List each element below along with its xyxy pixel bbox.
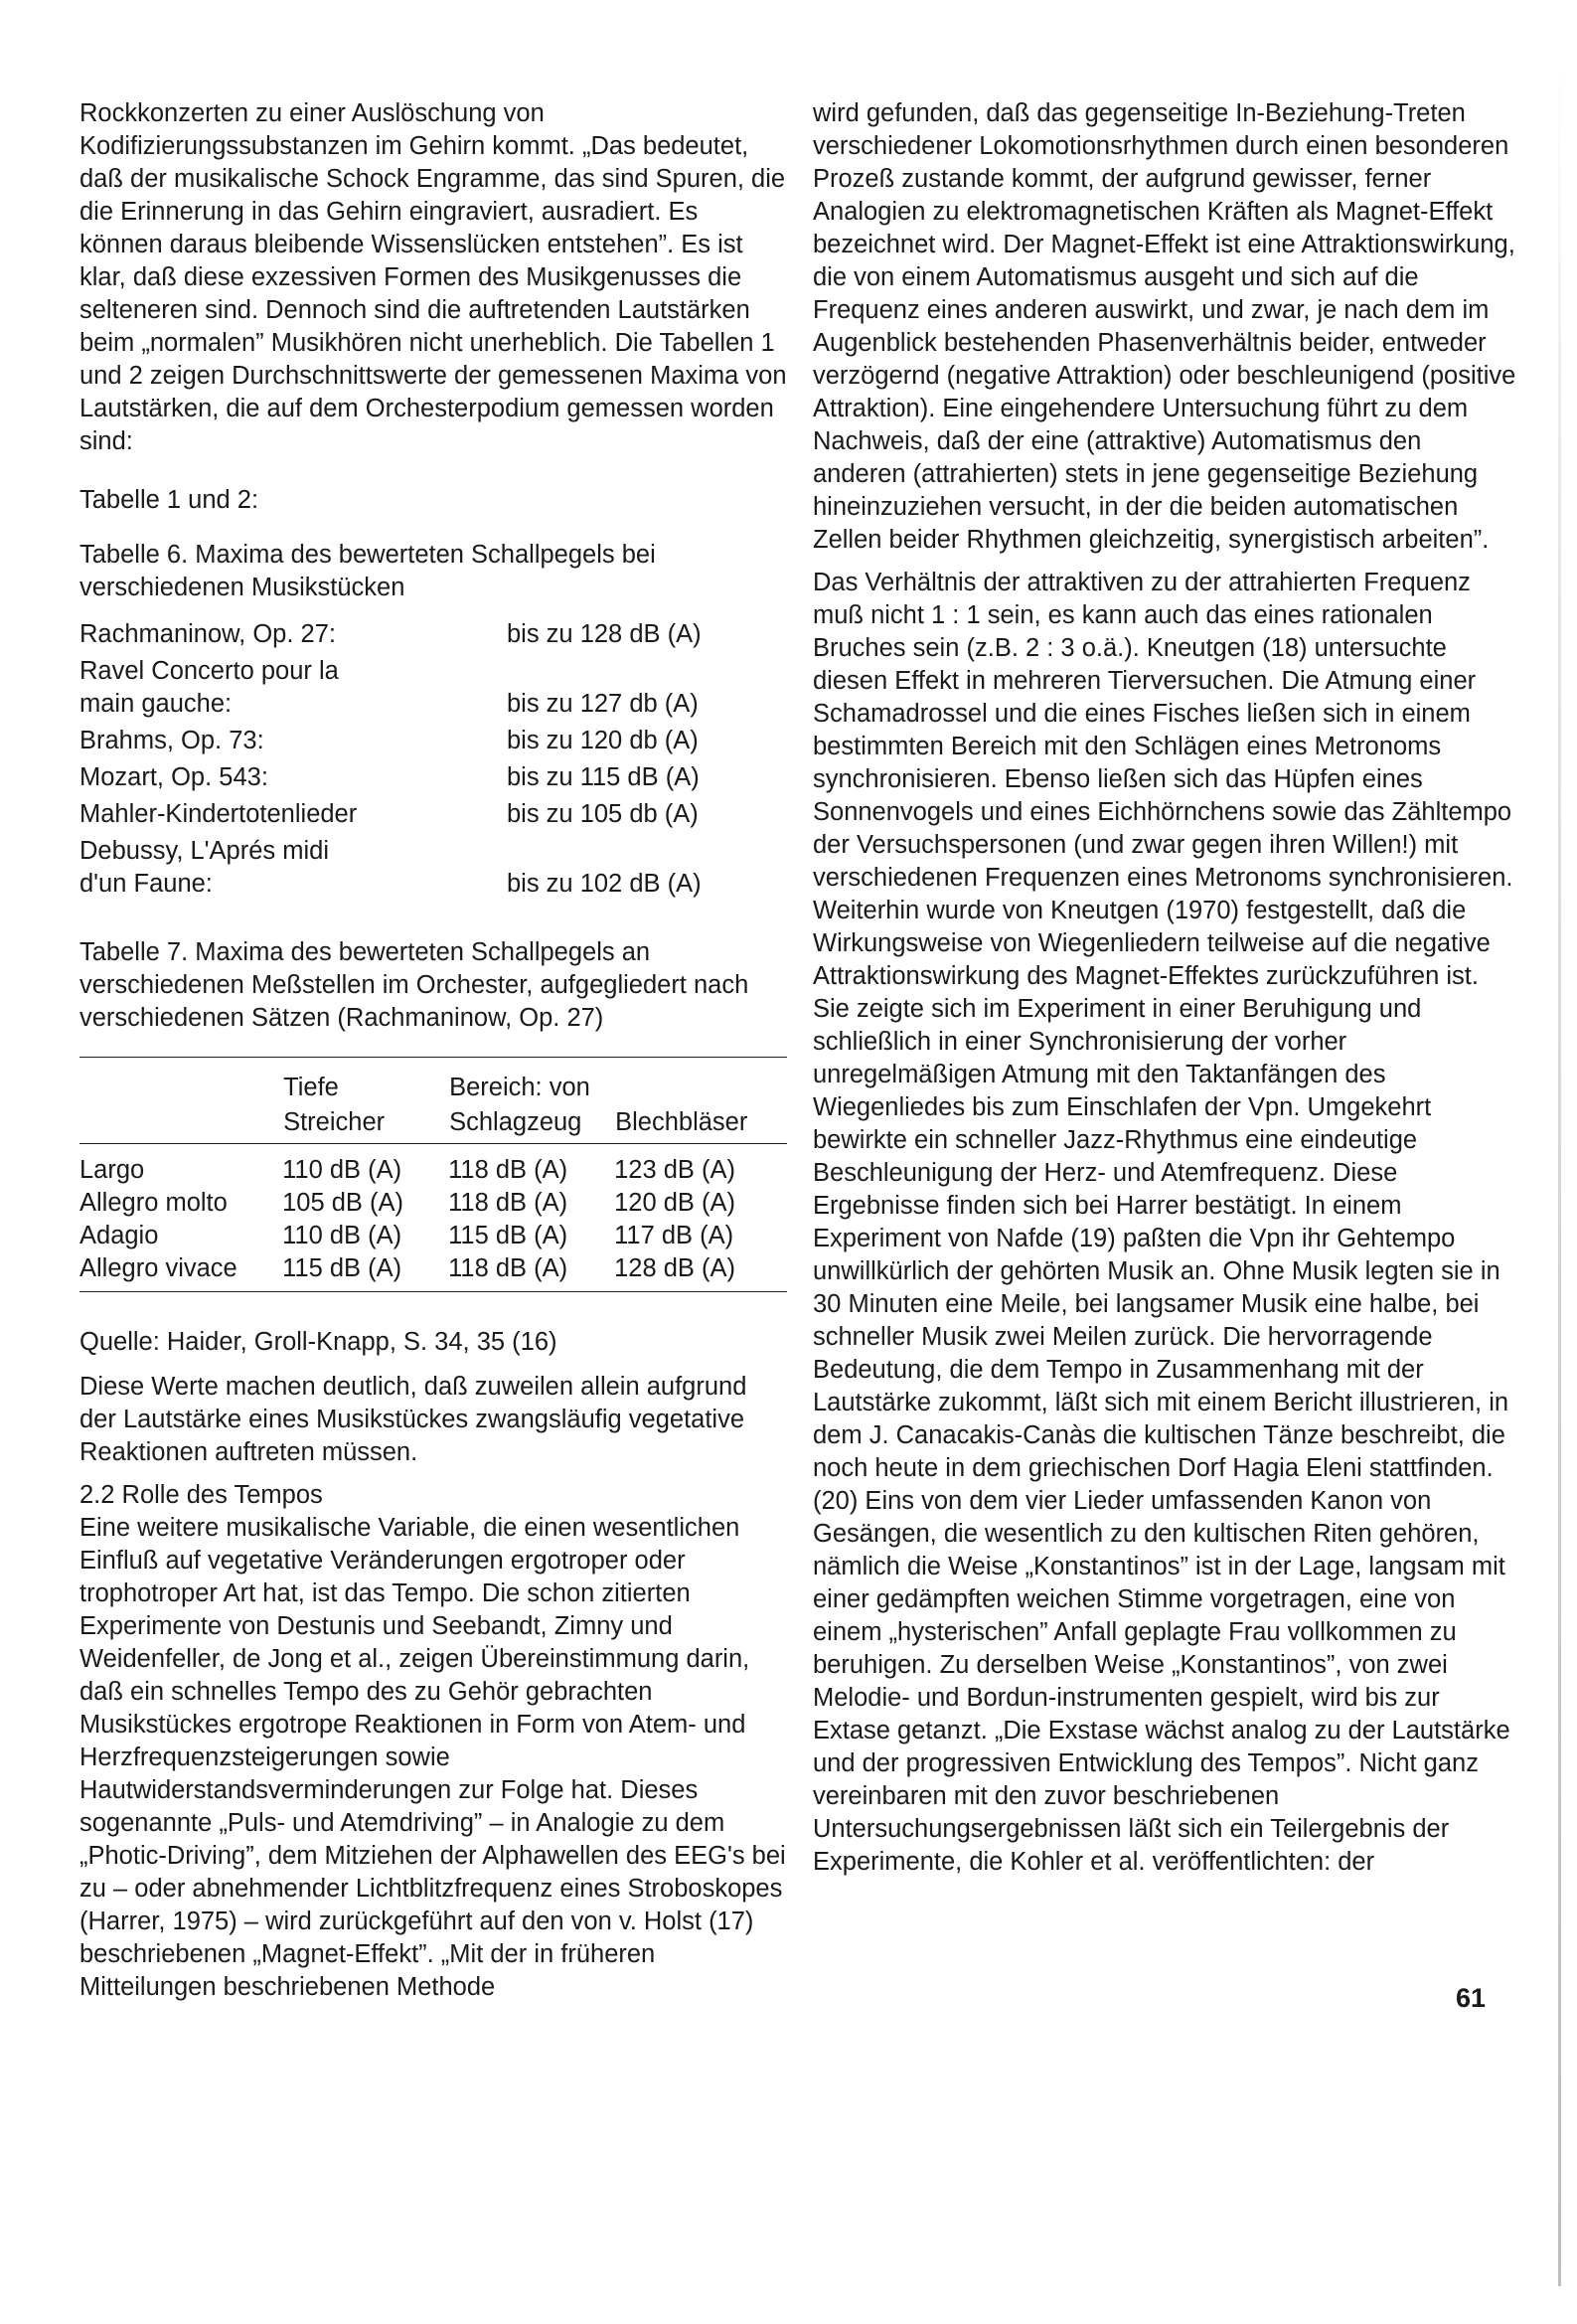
- page-number: 61: [1456, 1983, 1487, 2013]
- table6-value: bis zu 105 db (A): [507, 800, 699, 828]
- table-row: Allegro vivace 115 dB (A) 118 dB (A) 128 dB (A): [79, 1252, 787, 1292]
- table6-piece: Mozart, Op. 543:: [79, 763, 268, 791]
- table-row: Allegro molto 105 dB (A) 118 dB (A) 120 dB (A): [79, 1189, 735, 1217]
- tables-label: Tabelle 1 und 2:: [79, 486, 259, 514]
- table7-header: Schlagzeug: [448, 1105, 614, 1144]
- paragraph: Das Verhältnis der attraktiven zu der attrahierten Frequenz muß nicht 1 : 1 sein, es kann auch das eines rationalen Bruches sein (z.B. 2 : 3 o.ä.). Kneutgen (18) untersuchte diesen Effekt in mehreren Tierversuchen. Die Atmung einer Schamadrossel und die eines Fisches ließen sich in einem bestimmten Bereich mit den Schlägen eines Metronoms synchronisieren. Ebenso ließen sich das Hüpfen eines Sonnenvogels und eines Eichhörnchens sowie das Zähltempo der Versuchspersonen (und zwar gegen ihren Willen!) mit verschiedenen Frequenzen eines Metronoms synchronisieren. Weiterhin wurde von Kneutgen (1970) festgestellt, daß die Wirkungsweise von Wiegenliedern teilweise auf die negative Attraktionswirkung des Magnet-Effektes zurückzuführen ist. Sie zeigte sich im Experiment in einer Beruhigung und schließlich in einer Synchronisierung der vorher unregelmäßigen Atmung mit den Taktanfängen des Wiegenliedes bis zum Einschlafen der Vpn. Umgekehrt bewirkte ein schneller Jazz-Rhythmus eine eindeutige Beschleunigung der Herz- und Atemfrequenz. Diese Ergebnisse finden sich bei Harrer bestätigt. In einem Experiment von Nafde (19) paßten die Vpn ihr Gehtempo unwillkürlich der gehörten Musik an. Ohne Musik legten sie in 30 Minuten eine Meile, bei langsamer Musik eine halbe, bei schneller Musik zwei Meilen zurück. Die hervorragende Bedeutung, die dem Tempo in Zusammenhang mit der Lautstärke zukommt, läßt sich mit einem Bericht illustrieren, in dem J. Canacakis-Canàs die kultischen Tänze beschreibt, die noch heute in dem griechischen Dorf Hagia Eleni stattfinden.(20) Eins von dem vier Lieder umfassenden Kanon von Gesängen, die wesentlich zu den kultischen Riten gehören, nämlich die Weise „Konstantinos” ist in der Lage, langsam mit einer gedämpften weichen Stimme vorgetragen, eine von einem „hysterischen” Anfall geplagte Frau vollkommen zu beruhigen. Zu derselben Weise „Konstantinos”, von zwei Melodie- und Bordun-instrumenten gespielt, wird bis zur Extase getanzt. „Die Exstase wächst analog zu der Lautstärke und der progressiven Entwicklung des Tempos”. Nicht ganz vereinbaren mit den zuvor beschriebenen Untersuchungsergebnissen läßt sich ein Teilergebnis der Experimente, die Kohler et al. veröffentlichten: der: [813, 569, 1513, 1876]
- table6-value: bis zu 102 dB (A): [507, 870, 702, 898]
- table6-piece: Rachmaninow, Op. 27:: [79, 620, 336, 648]
- paragraph: Eine weitere musikalische Variable, die einen wesentlichen Einfluß auf vegetative Veränderungen ergotroper oder trophotroper Art hat, ist das Tempo. Die schon zitierten Experimente von Destunis und Seebandt, Zimny und Weidenfeller, de Jong et al., zeigen Übereinstimmung darin, daß ein schnelles Tempo des zu Gehör gebrachten Musikstückes ergotrope Reaktionen in Form von Atem- und Herzfrequenzsteigerungen sowie Hautwiderstandsverminderungen zur Folge hat. Dieses sogenannte „Puls- und Atemdriving” – in Analogie zu dem „Photic-Driving”, dem Mitziehen der Alphawellen des EEG's bei zu – oder abnehmender Lichtblitzfrequenz eines Stroboskopes (Harrer, 1975) – wird zurückgeführt auf den von v. Holst (17) beschriebenen „Magnet-Effekt”. „Mit der in früheren Mitteilungen beschriebenen Methode: [79, 1514, 786, 2001]
- right-column: [813, 97, 1520, 1879]
- table6-value: bis zu 115 dB (A): [507, 763, 700, 791]
- table7-header: Streicher: [282, 1105, 448, 1144]
- table6-caption: Tabelle 6. Maxima des bewerteten Schallpegels bei verschiedenen Musikstücken: [79, 541, 656, 601]
- table7-header: Blechbläser: [614, 1105, 787, 1144]
- page-edge-shadow: [1558, 60, 1561, 2286]
- table6-piece: Ravel Concerto pour la main gauche:: [79, 657, 339, 718]
- table-row: Adagio 110 dB (A) 115 dB (A) 117 dB (A): [79, 1222, 734, 1249]
- table6: [79, 618, 787, 901]
- table-row: Largo 110 dB (A) 118 dB (A) 123 dB (A): [79, 1156, 735, 1184]
- table6-piece: Mahler-Kindertotenlieder: [79, 800, 358, 828]
- table6-value: bis zu 127 db (A): [507, 690, 699, 718]
- left-column: [79, 97, 787, 2004]
- paragraph: wird gefunden, daß das gegenseitige In-Beziehung-Treten verschiedener Lokomotionsrhythmen durch einen besonderen Prozeß zustande kommt, der aufgrund gewisser, ferner Analogien zu elektromagnetischen Kräften als Magnet-Effekt bezeichnet wird. Der Magnet-Effekt ist eine Attraktionswirkung, die von einem Automatismus ausgeht und sich auf die Frequenz eines anderen auswirkt, und zwar, je nach dem im Augenblick bestehenden Phasenverhältnis beider, entweder verzögernd (negative Attraktion) oder beschleunigend (positive Attraktion). Eine eingehendere Untersuchung führt zu dem Nachweis, daß der eine (attraktive) Automatismus den anderen (attrahierten) stets in jene gegenseitige Beziehung hineinzuziehen versucht, in der die beiden automatischen Zellen beider Rhythmen gleichzeitig, synergistisch arbeiten”.: [813, 99, 1516, 554]
- table6-piece: Debussy, L'Aprés midi d'un Faune:: [79, 837, 329, 898]
- table6-piece: Brahms, Op. 73:: [79, 727, 264, 754]
- table-source: Quelle: Haider, Groll-Knapp, S. 34, 35 (16): [79, 1328, 557, 1356]
- table7: [79, 1057, 787, 1292]
- intro-paragraph: Rockkonzerten zu einer Auslöschung von Kodifizierungssubstanzen im Gehirn kommt. „Das bedeutet, daß der musikalische Schock Engramme, das sind Spuren, die die Erinnerung in das Gehirn eingraviert, ausradiert. Es können daraus bleibende Wissenslücken entstehen”. Es ist klar, daß diese exzessiven Formen des Musikgenusses die selteneren sind. Dennoch sind die auftretenden Lautstärken beim „normalen” Musikhören nicht unerheblich. Die Tabellen 1 und 2 zeigen Durchschnittswerte der gemessenen Maxima von Lautstärken, die auf dem Orchesterpodium gemessen worden sind:: [79, 99, 787, 455]
- table7-caption: Tabelle 7. Maxima des bewerteten Schallpegels an verschiedenen Meßstellen im Orchester, aufgegliedert nach verschiedenen Sätzen (Rachmaninow, Op. 27): [79, 938, 749, 1032]
- table6-value: bis zu 128 dB (A): [507, 620, 702, 648]
- paragraph: Diese Werte machen deutlich, daß zuweilen allein aufgrund der Lautstärke eines Musikstückes zwangsläufig vegetative Reaktionen auftreten müssen.: [79, 1373, 747, 1466]
- table7-header: Tiefe: [282, 1058, 448, 1106]
- table6-value: bis zu 120 db (A): [507, 727, 699, 754]
- section-heading: 2.2 Rolle des Tempos: [79, 1481, 323, 1509]
- table7-header: Bereich: von: [448, 1058, 787, 1106]
